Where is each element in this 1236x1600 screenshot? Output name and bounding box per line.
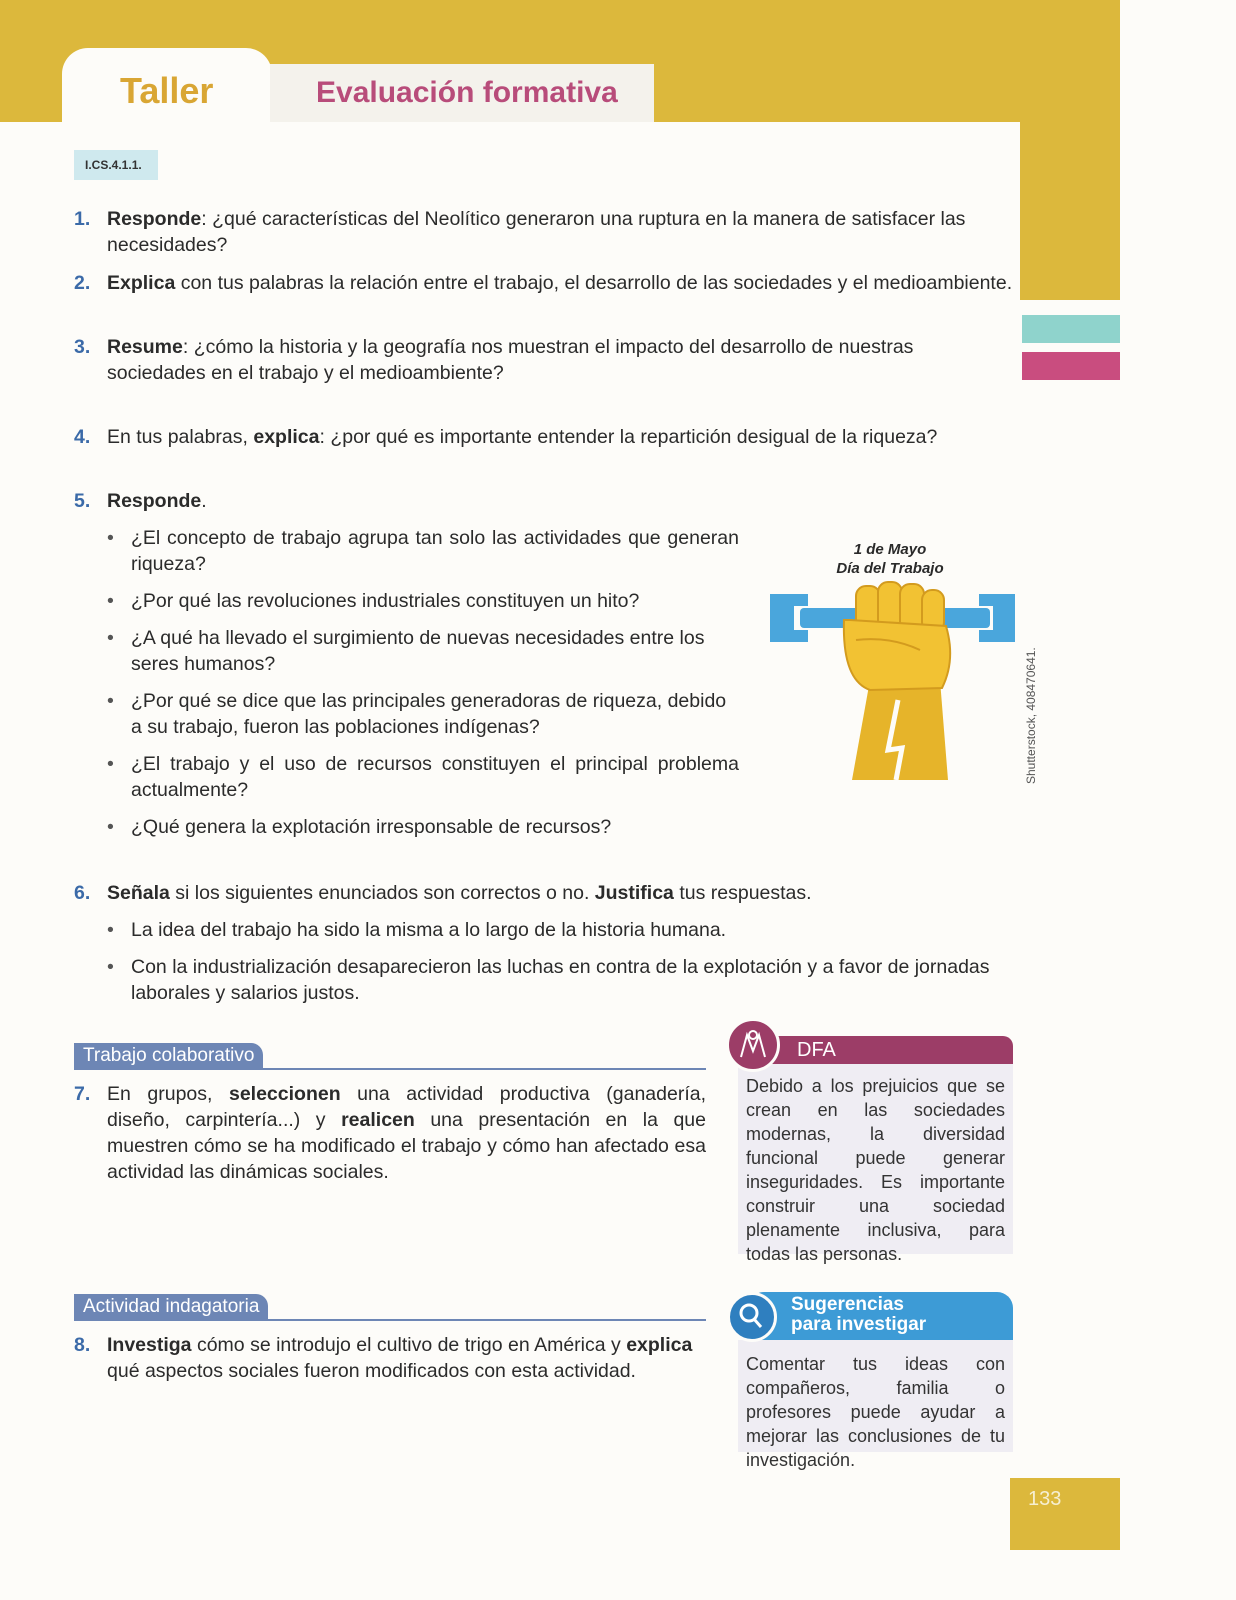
question-text: : ¿qué características del Neolítico generaron una ruptura en la manera de satisfacer las necesidades?: [107, 208, 966, 256]
list-item: • ¿Qué genera la explotación irresponsable de recursos?: [107, 814, 739, 840]
question-number: 4.: [74, 426, 91, 448]
question-number: 3.: [74, 336, 91, 358]
evaluacion-tab: [270, 64, 654, 122]
question-verb: Señala: [107, 882, 170, 904]
dfa-body: Debido a los prejuicios que se crean en las sociedades modernas, la diversidad funcional puede generar inseguridades. Es importante construir una sociedad plenamente inclusiva, para todas las personas.: [746, 1076, 1005, 1264]
question-text: con tus palabras la relación entre el trabajo, el desarrollo de las sociedades y el medioambiente.: [175, 272, 1013, 294]
question-text: : ¿por qué es importante entender la repartición desigual de la riqueza?: [319, 426, 938, 448]
page-number: 133: [1028, 1488, 1062, 1510]
question-number: 2.: [74, 272, 91, 294]
question-verb: Responde: [107, 490, 202, 512]
section-tab-trabajo-colaborativo: Trabajo colaborativo: [74, 1043, 263, 1069]
question-verb: Explica: [107, 272, 176, 294]
list-item: • ¿El trabajo y el uso de recursos constituyen el principal problema actualmente?: [107, 751, 739, 803]
question-verb: Responde: [107, 208, 202, 230]
section-divider: [74, 1068, 706, 1070]
section-tab-actividad-indagatoria: Actividad indagatoria: [74, 1294, 268, 1320]
question-5-bullets: [107, 525, 739, 840]
question-number: 5.: [74, 490, 91, 512]
dfa-box: [738, 1064, 1013, 1264]
question-number: 8.: [74, 1334, 91, 1356]
sugerencias-title: Sugerencias para investigar: [791, 1294, 927, 1335]
question-verb: explica: [253, 426, 320, 448]
question-number: 1.: [74, 208, 91, 230]
dfa-title: DFA: [797, 1039, 836, 1061]
sugerencias-header: [748, 1292, 1013, 1340]
list-item: • ¿Por qué se dice que las principales generadoras de riqueza, debido a su trabajo, fueron las poblaciones indígenas?: [107, 688, 739, 740]
side-band: [1020, 0, 1120, 300]
question-verb: Resume: [107, 336, 183, 358]
sugerencias-body: Comentar tus ideas con compañeros, familia o profesores puede ayudar a mejorar las conclusiones de tu investigación.: [746, 1354, 1005, 1470]
list-item: • ¿Por qué las revoluciones industriales constituyen un hito?: [107, 588, 739, 614]
evaluacion-title: Evaluación formativa: [316, 76, 618, 109]
side-marker-teal: [1022, 315, 1120, 343]
taller-title: Taller: [120, 70, 214, 111]
photo-credit: Shutterstock, 408470641.: [1024, 647, 1038, 784]
dfa-hands-icon: [726, 1018, 780, 1072]
section-divider: [74, 1319, 706, 1321]
magnifier-icon: [727, 1292, 777, 1342]
raised-fist-wrench-illustration: [770, 580, 1015, 785]
question-6-bullets: [107, 917, 1015, 1006]
skill-code-badge: I.CS.4.1.1.: [74, 150, 158, 180]
taller-tab: [62, 48, 272, 128]
question-text: : ¿cómo la historia y la geografía nos muestran el impacto del desarrollo de nuestras sociedades en el trabajo y el medioambiente?: [107, 336, 914, 384]
dfa-header: [750, 1036, 1013, 1064]
list-item: • ¿A qué ha llevado el surgimiento de nuevas necesidades entre los seres humanos?: [107, 625, 739, 677]
side-marker-pink: [1022, 352, 1120, 380]
list-item: • ¿El concepto de trabajo agrupa tan solo las actividades que generan riqueza?: [107, 525, 739, 577]
sugerencias-box: [738, 1340, 1013, 1470]
list-item: • Con la industrialización desaparecieron las luchas en contra de la explotación y a favor de jornadas laborales y salarios justos.: [107, 954, 1015, 1006]
fist-icon: [844, 582, 950, 690]
list-item: • La idea del trabajo ha sido la misma a lo largo de la historia humana.: [107, 917, 1015, 943]
question-number: 7.: [74, 1083, 91, 1105]
poster-title: 1 de Mayo Día del Trabajo: [836, 541, 944, 577]
page-number-tab: [1010, 1478, 1120, 1550]
question-number: 6.: [74, 882, 91, 904]
